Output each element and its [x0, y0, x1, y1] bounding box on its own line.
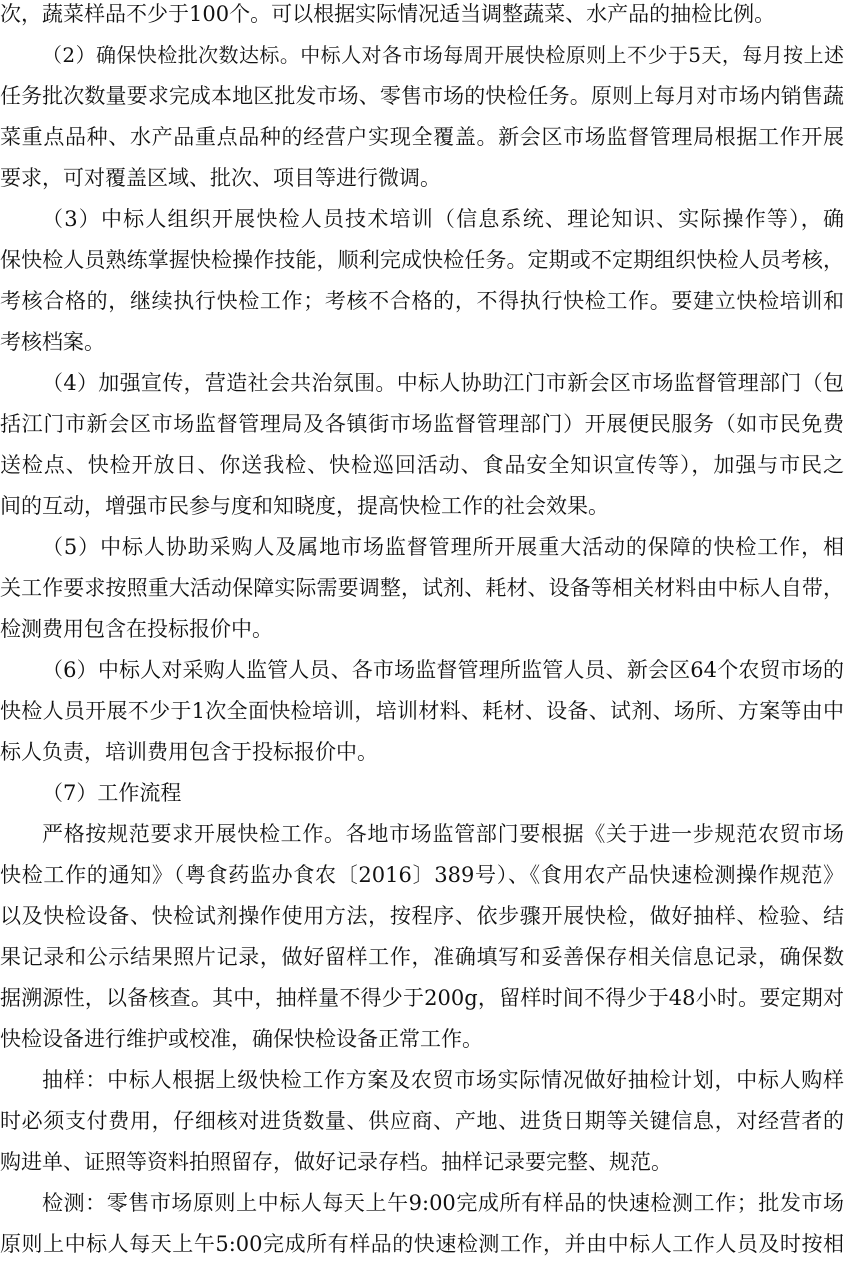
text-line: [0, 1101, 844, 1141]
text-line: [0, 199, 844, 239]
text-line: [0, 1060, 844, 1100]
text-line-content: 间的互动，增强市民参与度和知晓度，提高快检工作的社会效果。: [0, 494, 609, 518]
text-line: [0, 978, 844, 1018]
text-line: [0, 322, 844, 362]
text-line: [0, 773, 844, 813]
text-line-content: 果记录和公示结果照片记录，做好留样工作，准确填写和妥善保存相关信息记录，确保数: [0, 945, 844, 969]
text-line: [0, 0, 844, 34]
text-line: [0, 158, 844, 198]
text-line: [0, 937, 844, 977]
text-line-content: 检测：零售市场原则上中标人每天上午9:00完成所有样品的快速检测工作；批发市场: [42, 1191, 844, 1215]
text-line-content: 关工作要求按照重大活动保障实际需要调整，试剂、耗材、设备等相关材料由中标人自带，: [0, 576, 844, 600]
text-line-content: 送检点、快检开放日、你送我检、快检巡回活动、食品安全知识宣传等），加强与市民之: [0, 453, 844, 477]
text-line-content: 时必须支付费用，仔细核对进货数量、供应商、产地、进货日期等关键信息，对经营者的: [0, 1109, 844, 1133]
text-line-content: 严格按规范要求开展快检工作。各地市场监管部门要根据《关于进一步规范农贸市场: [42, 822, 844, 846]
text-line: [0, 691, 844, 731]
text-line-content: 括江门市新会区市场监督管理局及各镇街市场监督管理部门）开展便民服务（如市民免费: [0, 412, 844, 436]
text-line: [0, 1183, 844, 1223]
text-line-content: 标人负责，培训费用包含于投标报价中。: [0, 740, 378, 764]
text-line-content: 要求，可对覆盖区域、批次、项目等进行微调。: [0, 166, 441, 190]
text-line-content: 抽样：中标人根据上级快检工作方案及农贸市场实际情况做好抽检计划，中标人购样: [42, 1068, 844, 1092]
text-line: [0, 814, 844, 854]
text-line-content: （2）确保快检批次数达标。中标人对各市场每周开展快检原则上不少于5天，每月按上述: [42, 43, 844, 67]
text-line-content: 原则上中标人每天上午5:00完成所有样品的快速检测工作，并由中标人工作人员及时按相: [0, 1232, 844, 1256]
text-line: [0, 35, 844, 75]
text-line: [0, 445, 844, 485]
text-line-content: 快检人员开展不少于1次全面快检培训，培训材料、耗材、设备、试剂、场所、方案等由中: [0, 699, 844, 723]
text-line: [0, 404, 844, 444]
text-line: [0, 568, 844, 608]
text-line: [0, 76, 844, 116]
text-line-content: 考核合格的，继续执行快检工作；考核不合格的，不得执行快检工作。要建立快检培训和: [0, 289, 844, 313]
text-line-content: 购进单、证照等资料拍照留存，做好记录存档。抽样记录要完整、规范。: [0, 1150, 672, 1174]
text-line: [0, 281, 844, 321]
text-line-content: 保快检人员熟练掌握快检操作技能，顺利完成快检任务。定期或不定期组织快检人员考核，: [0, 248, 844, 272]
text-line-content: （5）中标人协助采购人及属地市场监督管理所开展重大活动的保障的快检工作，相: [42, 535, 844, 559]
text-line-content: 据溯源性，以备核查。其中，抽样量不得少于200g，留样时间不得少于48小时。要定期对: [0, 986, 844, 1010]
text-line-content: 次，蔬菜样品不少于100个。可以根据实际情况适当调整蔬菜、水产品的抽检比例。: [0, 2, 776, 26]
text-line: [0, 486, 844, 526]
text-line: [0, 363, 844, 403]
text-line-content: 快检工作的通知》（粤食药监办食农〔2016〕389号）、《食用农产品快速检测操作规范》: [0, 863, 844, 887]
text-line: [0, 732, 844, 772]
text-line-content: （3）中标人组织开展快检人员技术培训（信息系统、理论知识、实际操作等），确: [42, 207, 844, 231]
text-line: [0, 1019, 844, 1059]
text-line-content: 快检设备进行维护或校准，确保快检设备正常工作。: [0, 1027, 483, 1051]
text-line-content: 检测费用包含在投标报价中。: [0, 617, 273, 641]
text-line: [0, 240, 844, 280]
text-line-content: （4）加强宣传，营造社会共治氛围。中标人协助江门市新会区市场监督管理部门（包: [42, 371, 844, 395]
text-line: [0, 527, 844, 567]
text-line-content: 以及快检设备、快检试剂操作使用方法，按程序、依步骤开展快检，做好抽样、检验、结: [0, 904, 844, 928]
text-line-content: 任务批次数量要求完成本地区批发市场、零售市场的快检任务。原则上每月对市场内销售蔬: [0, 84, 844, 108]
text-line-content: 菜重点品种、水产品重点品种的经营户实现全覆盖。新会区市场监督管理局根据工作开展: [0, 125, 844, 149]
text-line: [0, 609, 844, 649]
text-line: [0, 855, 844, 895]
text-line-content: 考核档案。: [0, 330, 105, 354]
text-line: [0, 650, 844, 690]
text-line-content: （7）工作流程: [42, 781, 182, 805]
text-line: [0, 896, 844, 936]
text-line: [0, 1224, 844, 1264]
text-line: [0, 1142, 844, 1182]
text-line-content: （6）中标人对采购人监管人员、各市场监督管理所监管人员、新会区64个农贸市场的: [42, 658, 844, 682]
text-line: [0, 117, 844, 157]
